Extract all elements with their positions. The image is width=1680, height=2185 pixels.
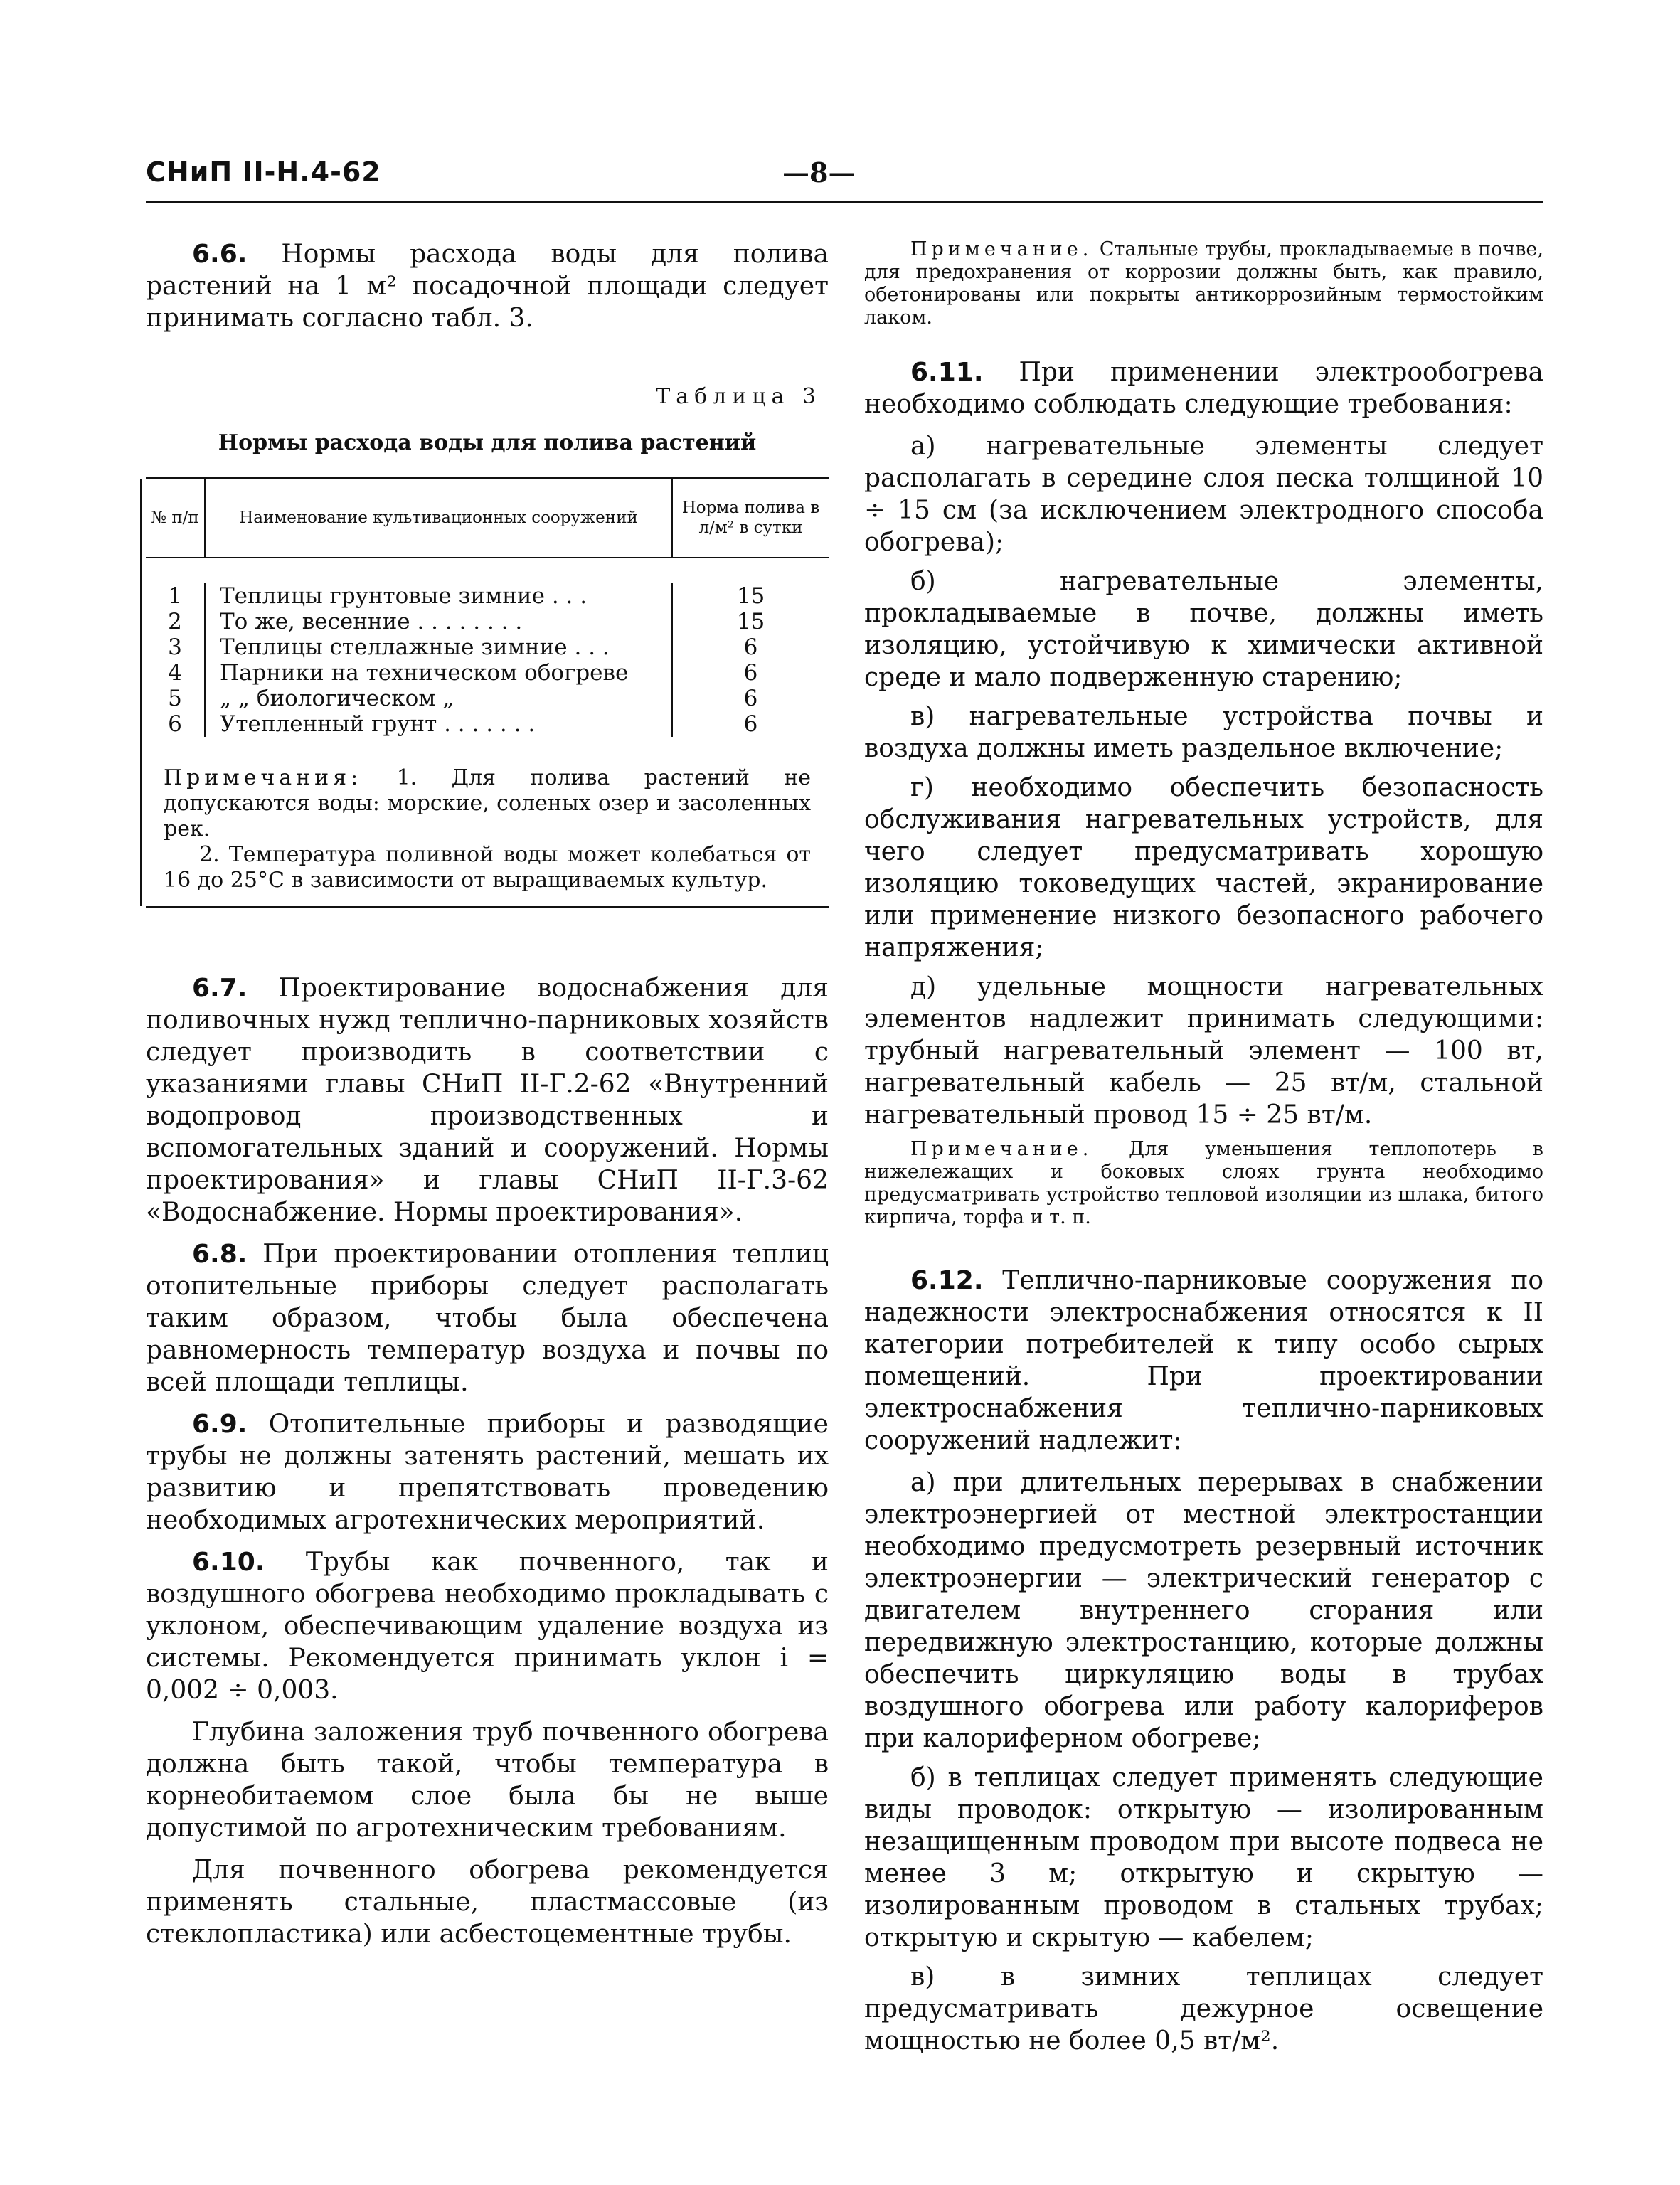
- table-header: [146, 479, 829, 558]
- note-steel-pipes: Примечание. Стальные трубы, прокладываемые в почве, для предохранения от коррозии должны быть, как правило, обетонированы или покрыты антикоррозийным термостойким лаком.: [864, 238, 1543, 329]
- header-name: Наименование культивационных сооружений: [206, 479, 673, 557]
- header-number: № п/п: [146, 479, 206, 557]
- table-row: 1 Теплицы грунтовые зимние . . . 15: [146, 583, 829, 609]
- paragraph-6-12-b: б) в теплицах следует применять следующие виды проводок: открытую — изолированным незащищенным проводом при высоте подвеса не менее 3 м; открытую и скрытую — изолированным проводом в стальных трубах; открытую и скрытую — кабелем;: [864, 1763, 1543, 1952]
- table-row: 3 Теплицы стеллажные зимние . . . 6: [146, 634, 829, 660]
- paragraph-6-11-c: в) нагревательные устройства почвы и воздуха должны иметь раздельное включение;: [864, 702, 1543, 763]
- paragraph-6-11-d: г) необходимо обеспечить безопасность обслуживания нагревательных устройств, для чего следует предусматривать хорошую изоляцию токоведущих частей, экранирование или применение низкого безопасного рабочего напряжения;: [864, 773, 1543, 962]
- left-column: [146, 238, 829, 1960]
- header-rule: [146, 201, 1543, 203]
- table-note-1: Примечания: 1. Для полива растений не допускаются воды: морские, соленых озер и засоленных рек.: [164, 765, 811, 841]
- table-notes: [146, 737, 829, 906]
- document-code: СНиП II-Н.4-62: [146, 156, 381, 188]
- paragraph-6-6: 6.6. Нормы расхода воды для полива растений на 1 м² посадочной площади следует принимать согласно табл. 3.: [146, 240, 829, 333]
- paragraph-6-10-materials: Для почвенного обогрева рекомендуется применять стальные, пластмассовые (из стеклопластика) или асбестоцементные трубы.: [146, 1856, 829, 1949]
- paragraph-6-12: 6.12. Теплично-парниковые сооружения по надежности электроснабжения относятся к II категории потребителей к типу особо сырых помещений. При проектировании электроснабжения теплично-парниковых сооружений надлежит:: [864, 1266, 1543, 1455]
- table-row: 2 То же, весенние . . . . . . . . 15: [146, 609, 829, 634]
- paragraph-6-11-e: д) удельные мощности нагревательных элементов надлежит принимать следующими: трубный нагревательный элемент — 100 вт, нагревательный кабель — 25 вт/м, стальной нагревательный провод 15 ÷ 25 вт/м.: [864, 972, 1543, 1129]
- paragraph-6-10: 6.10. Трубы как почвенного, так и воздушного обогрева необходимо прокладывать с уклоном, обеспечивающим удаление воздуха из системы. Рекомендуется принимать уклон i = 0,002 ÷ 0,003.: [146, 1548, 829, 1705]
- paragraph-6-8: 6.8. При проектировании отопления теплиц отопительные приборы следует располагать таким образом, чтобы была обеспечена равномерность температур воздуха и почвы по всей площади теплицы.: [146, 1240, 829, 1397]
- note-heat-insulation: Примечание. Для уменьшения теплопотерь в нижележащих и боковых слоях грунта необходимо предусматривать устройство тепловой изоляции из шлака, битого кирпича, торфа и т. п.: [864, 1138, 1543, 1228]
- water-norms-table: [146, 477, 829, 908]
- page-number: —8—: [782, 156, 856, 188]
- table-row: 5 „ „ биологическом „ 6: [146, 686, 829, 711]
- paragraph-6-11-b: б) нагревательные элементы, прокладываемые в почве, должны иметь изоляцию, устойчивую к химически активной среде и мало подверженную старению;: [864, 567, 1543, 692]
- table-left-rule: [140, 479, 142, 906]
- paragraph-6-10-depth: Глубина заложения труб почвенного обогрева должна быть такой, чтобы температура в корнеобитаемом слое была бы не выше допустимой по агротехническим требованиям.: [146, 1718, 829, 1843]
- paragraph-6-9: 6.9. Отопительные приборы и разводящие трубы не должны затенять растений, мешать их развитию и препятствовать проведению необходимых агротехнических мероприятий.: [146, 1410, 829, 1535]
- paragraph-6-12-c: в) в зимних теплицах следует предусматривать дежурное освещение мощностью не более 0,5 вт/м².: [864, 1962, 1543, 2056]
- paragraph-6-11-a: а) нагревательные элементы следует располагать в середине слоя песка толщиной 10 ÷ 15 см (за исключением электродного способа обогрева);: [864, 432, 1543, 557]
- paragraph-6-7: 6.7. Проектирование водоснабжения для поливочных нужд тепличнo-парниковых хозяйств следует производить в соответствии с указаниями главы СНиП II-Г.2-62 «Внутренний водопровод производственных и вспомогательных зданий и сооружений. Нормы проектирования» и главы СНиП II-Г.3-62 «Водоснабжение. Нормы проектирования».: [146, 974, 829, 1227]
- table-label: Таблица 3: [656, 384, 822, 409]
- right-column: [864, 238, 1543, 2064]
- header-norm: Норма полива в л/м² в сутки: [681, 499, 820, 537]
- table-row: 4 Парники на техническом обогреве 6: [146, 660, 829, 686]
- table-title: Нормы расхода воды для полива растений: [218, 430, 757, 455]
- paragraph-6-12-a: а) при длительных перерывах в снабжении электроэнергией от местной электростанции необходимо предусмотреть резервный источник электроэнергии — электрический генератор с двигателем внутреннего сгорания или передвижную электростанцию, которые должны обеспечить циркуляцию воды в трубах воздушного обогрева или работу калориферов при калориферном обогреве;: [864, 1468, 1543, 1753]
- table-note-2: 2. Температура поливной воды может колебаться от 16 до 25°С в зависимости от выращиваемых культур.: [164, 842, 811, 893]
- table-body: [146, 558, 829, 737]
- paragraph-6-11: 6.11. При применении электрообогрева необходимо соблюдать следующие требования:: [864, 358, 1544, 419]
- table-row: 6 Утепленный грунт . . . . . . . 6: [146, 711, 829, 737]
